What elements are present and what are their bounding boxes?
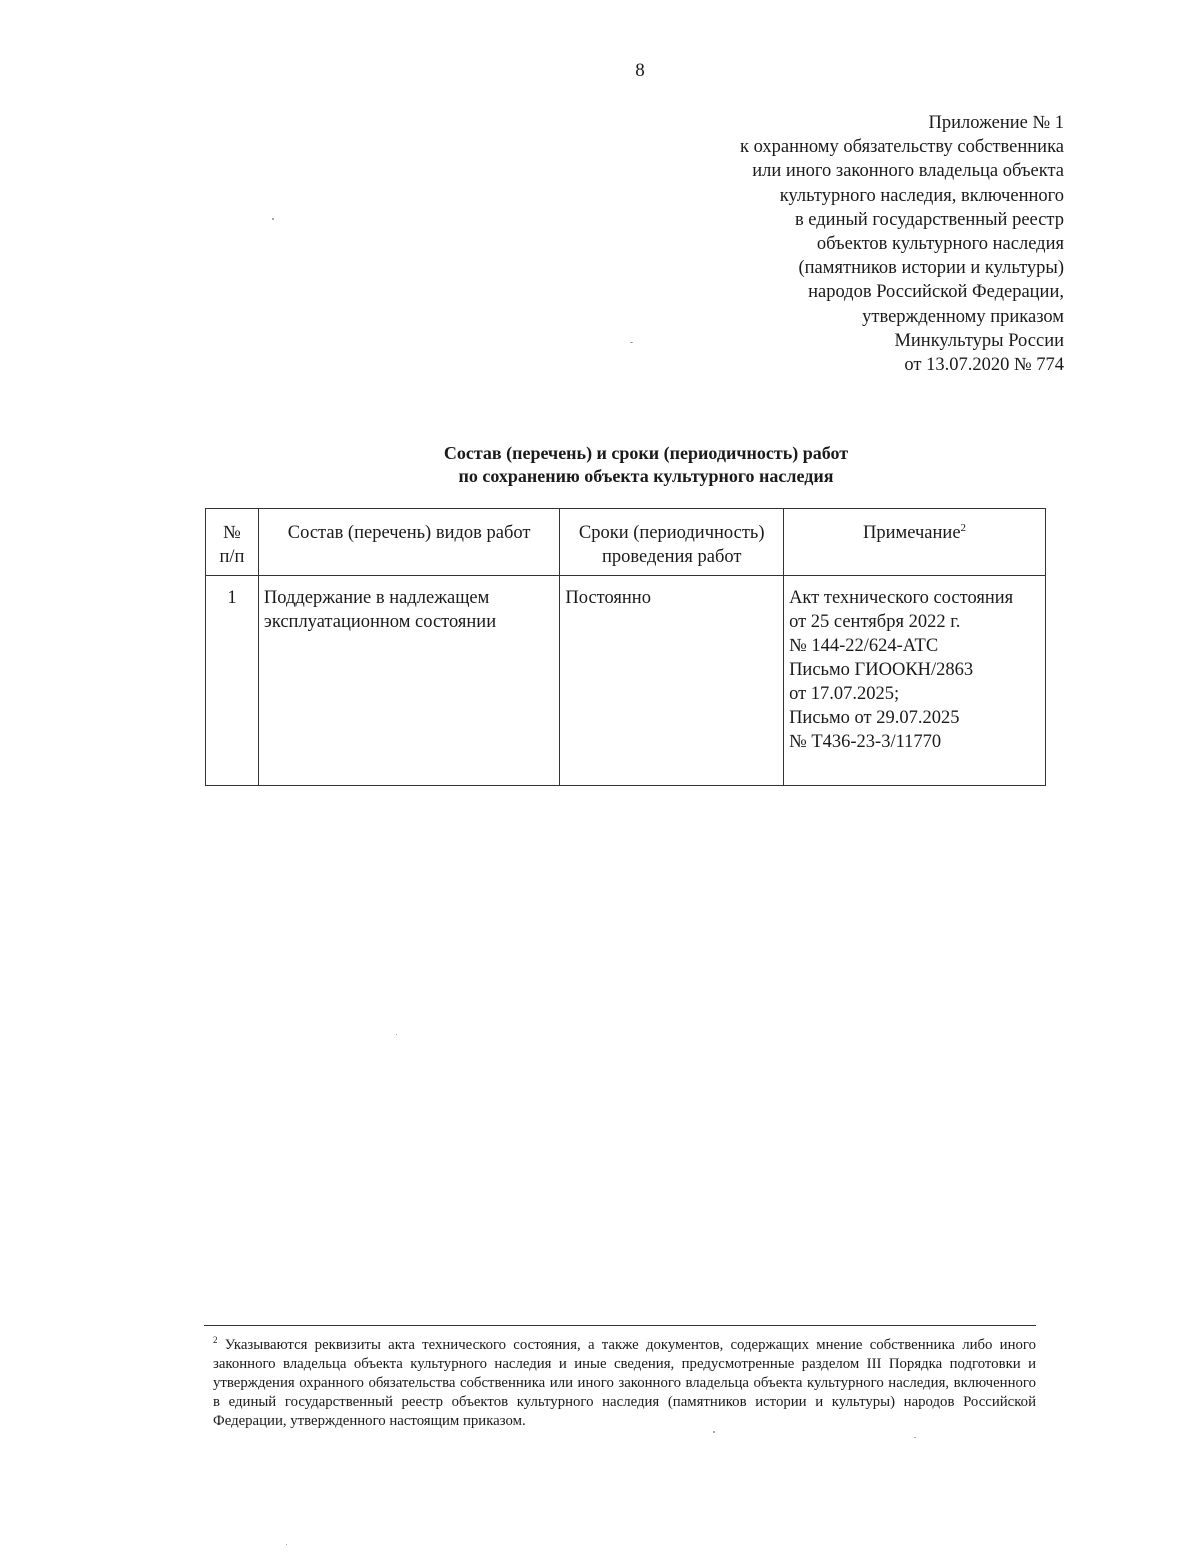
header-number-line: п/п: [219, 547, 245, 567]
title-line-1: Состав (перечень) и сроки (периодичность) работ: [443, 443, 849, 463]
footnote-divider: [204, 1325, 1036, 1326]
footnote: [213, 1336, 1036, 1431]
scan-speck: [396, 1034, 397, 1035]
appendix-line: Приложение № 1: [928, 113, 1064, 133]
appendix-line: в единый государственный реестр: [794, 209, 1064, 230]
appendix-line: Минкультуры России: [894, 330, 1064, 351]
header-works: Состав (перечень) видов работ: [258, 509, 560, 576]
appendix-line: объектов культурного наследия: [816, 234, 1064, 255]
footnote-text: Указываются реквизиты акта технического состояния, а также документов, содержащих мнение собственника либо иного законного владельца объекта культурного наследия и иные сведения, предусмотренные разделом III Порядка подготовки и утверждения охранного обязательства собственника или иного законного владельца объекта культурного наследия, включенного в единый государственный реестр объектов культурного наследия (памятников истории и культуры) народов Российской Федерации, утвержденного настоящим приказом.: [213, 1337, 1036, 1429]
note-line: № 144-22/624-АТС: [789, 636, 939, 656]
note-line: Письмо от 29.07.2025: [789, 708, 960, 728]
header-note-label: Примечание: [863, 523, 961, 543]
header-terms: [560, 509, 784, 576]
appendix-line: народов Российской Федерации,: [808, 282, 1064, 303]
header-number-line: №: [223, 523, 241, 543]
works-table: [205, 508, 1046, 786]
cell-note: [784, 576, 1046, 786]
header-terms-line: Сроки (периодичность): [578, 523, 765, 543]
note-line: Письмо ГИООКН/2863: [789, 660, 974, 680]
appendix-line: к охранному обязательству собственника: [739, 137, 1064, 158]
document-title: [0, 442, 1200, 488]
appendix-line: утвержденному приказом: [862, 306, 1064, 327]
table-header-row: [206, 509, 1046, 576]
appendix-line: от 13.07.2020 № 774: [904, 355, 1064, 376]
cell-number: 1: [206, 576, 259, 786]
page-number: 8: [635, 60, 645, 81]
note-line: от 25 сентября 2022 г.: [789, 612, 961, 632]
scan-speck: [630, 342, 633, 343]
scan-speck: [713, 1431, 715, 1433]
header-note: [784, 509, 1046, 576]
scan-speck: [272, 218, 274, 220]
note-line: Акт технического состояния: [789, 588, 1014, 608]
cell-works: Поддержание в надлежащем эксплуатационном состоянии: [258, 576, 560, 786]
cell-terms: Постоянно: [560, 576, 784, 786]
footnote-ref: 2: [960, 521, 967, 534]
scan-speck: [914, 1437, 916, 1438]
note-line: от 17.07.2025;: [789, 684, 900, 704]
appendix-line: (памятников истории и культуры): [798, 258, 1064, 279]
appendix-line: культурного наследия, включенного: [779, 185, 1064, 206]
footnote-marker: 2: [213, 1335, 218, 1346]
header-number: [206, 509, 259, 576]
title-line-2: по сохранению объекта культурного наследия: [458, 466, 834, 486]
appendix-line: или иного законного владельца объекта: [752, 161, 1064, 182]
scan-speck: [286, 1544, 287, 1545]
note-line: № Т436-23-3/11770: [789, 732, 942, 752]
table-row: [206, 576, 1046, 786]
header-terms-line: проведения работ: [601, 547, 742, 567]
appendix-reference: [740, 111, 1064, 377]
